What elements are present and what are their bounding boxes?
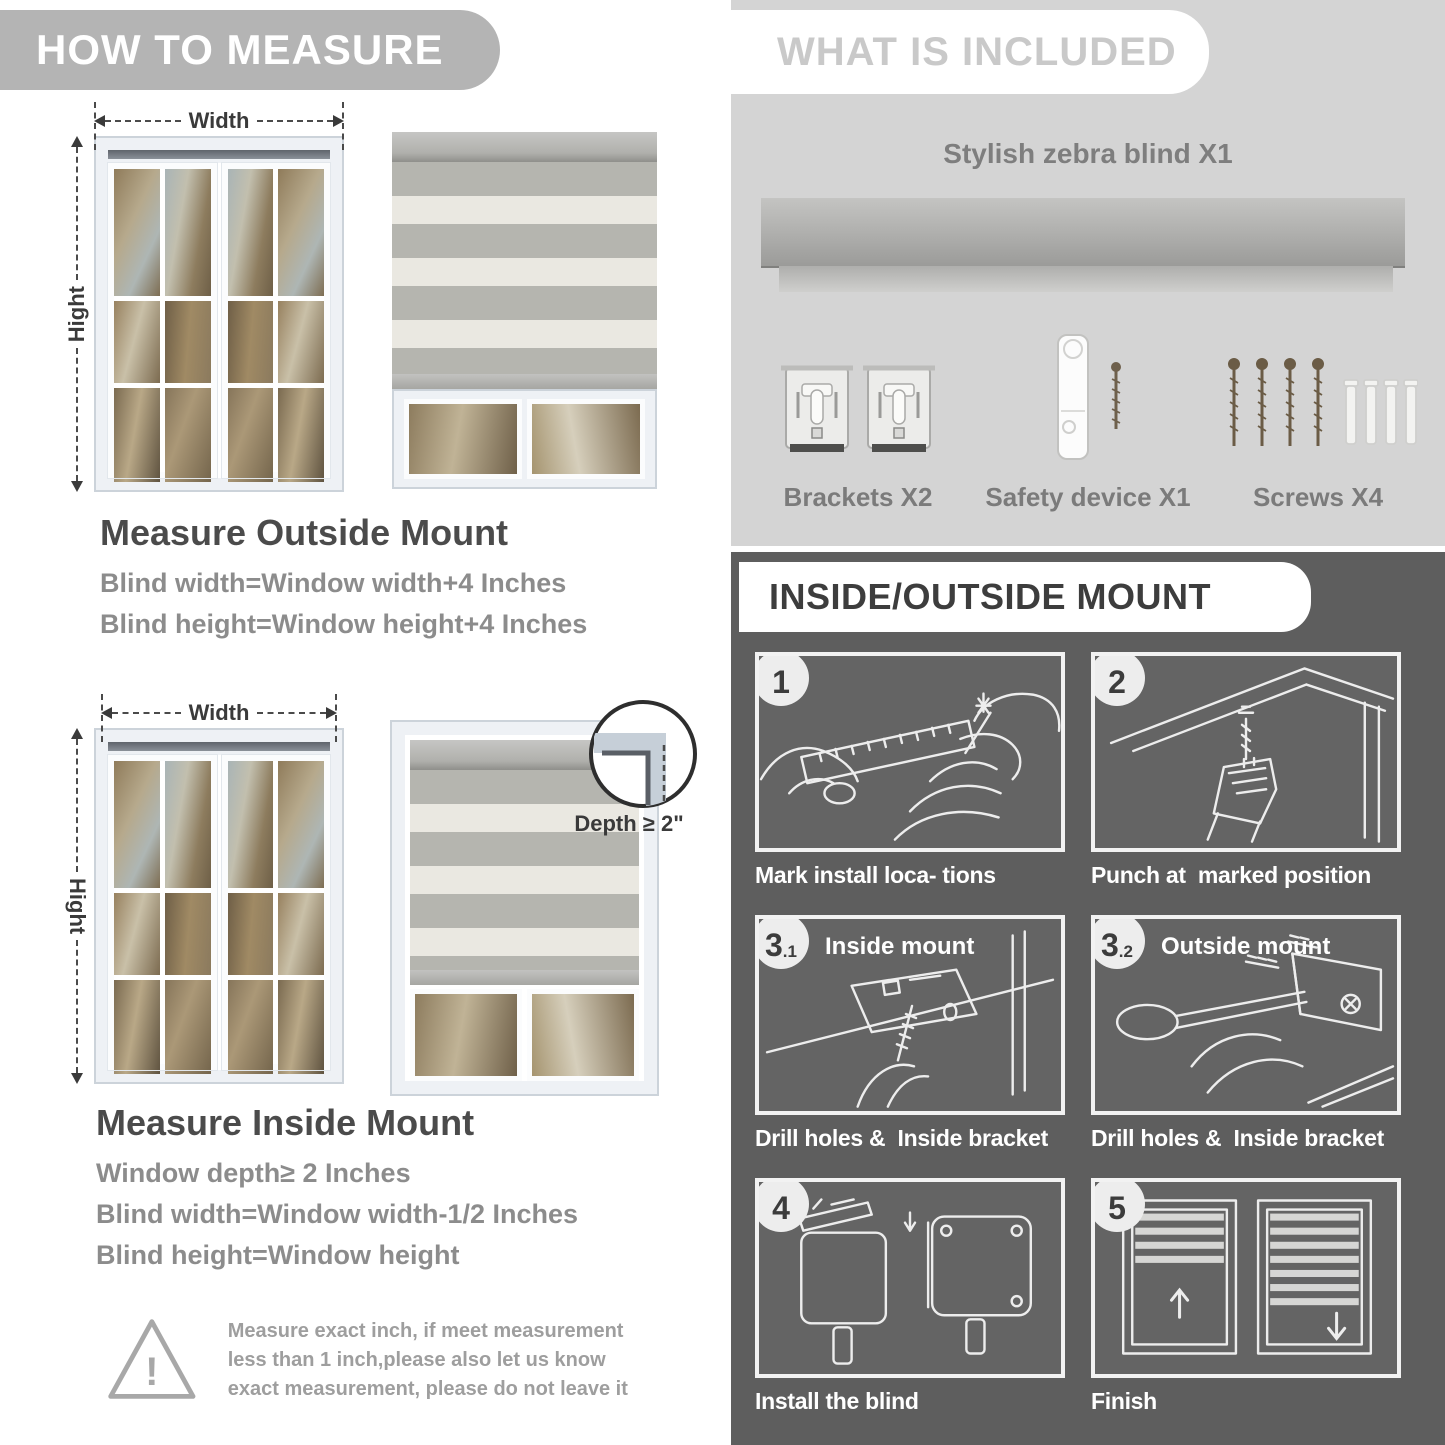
blind-fabric <box>392 162 657 374</box>
mount-header: INSIDE/OUTSIDE MOUNT <box>739 562 1311 632</box>
inside-depth-rule: Window depth≥ 2 Inches <box>96 1158 411 1188</box>
blind-bottom-rail <box>410 970 639 985</box>
measure-warning <box>104 1312 649 1408</box>
step-number-badge: 2 <box>1091 652 1145 706</box>
arrow-down-icon <box>71 481 83 492</box>
inside-mount-heading: Measure Inside Mount <box>96 1102 475 1143</box>
outside-width-formula: Blind width=Window width+4 Inches <box>100 568 567 598</box>
window-under-blind <box>392 389 657 489</box>
step-caption: Drill holes & Inside bracket <box>755 1125 1048 1151</box>
screws-label: Screws X4 <box>1252 482 1384 512</box>
step-caption: Punch at marked position <box>1091 862 1372 888</box>
depth-label: Depth ≥ 2" <box>574 811 684 836</box>
step-number-badge: 4 <box>755 1178 809 1232</box>
safety-device-icon <box>1028 331 1148 466</box>
included-item-safety-device <box>973 326 1203 513</box>
step-caption: Install the blind <box>755 1388 919 1414</box>
safety-device-label: Safety device X1 <box>985 482 1191 512</box>
height-arrow <box>60 136 94 492</box>
inside-height-formula: Blind height=Window height <box>96 1240 460 1270</box>
included-item-screws <box>1203 326 1433 513</box>
step-caption: Drill holes & Inside bracket <box>1091 1125 1384 1151</box>
inside-mount-text <box>96 1102 578 1281</box>
step-3-2 <box>1091 915 1401 1152</box>
step-2 <box>1091 652 1401 889</box>
zebra-blind-outside-illustration <box>392 132 657 489</box>
mount-steps-grid <box>755 652 1401 1415</box>
what-is-included-header: WHAT IS INCLUDED <box>731 10 1209 94</box>
step-4 <box>755 1178 1065 1415</box>
inside-mount-illustration <box>60 700 684 1094</box>
step-number-badge: 5 <box>1091 1178 1145 1232</box>
warning-text: Measure exact inch, if meet measurement less than 1 inch,please also let us know exact measurement, please do not leave it <box>227 1319 628 1400</box>
zebra-blind-inside-illustration <box>392 722 684 1094</box>
what-is-included-panel <box>731 0 1445 546</box>
arrow-up-icon <box>71 728 83 739</box>
step-number-badge: 3 .1 <box>755 915 809 969</box>
blind-bottom-rail <box>392 374 657 389</box>
inside-width-formula: Blind width=Window width-1/2 Inches <box>96 1199 579 1229</box>
width-arrow <box>101 700 337 726</box>
brackets-icon <box>778 356 938 466</box>
step-1 <box>755 652 1065 889</box>
window-under-blind <box>410 985 639 1081</box>
step-title: Outside mount <box>1161 933 1331 960</box>
step-title: Inside mount <box>825 933 975 960</box>
warning-triangle-icon <box>104 1312 200 1408</box>
outside-mount-heading: Measure Outside Mount <box>100 512 509 553</box>
width-arrow <box>94 108 344 134</box>
brackets-label: Brackets X2 <box>783 482 933 512</box>
how-to-measure-header: HOW TO MEASURE <box>0 10 500 90</box>
step-number-badge: 1 <box>755 652 809 706</box>
outside-mount-illustration <box>60 108 657 492</box>
arrow-up-icon <box>71 136 83 147</box>
arrow-down-icon <box>71 1073 83 1084</box>
height-label: Hight <box>64 285 89 343</box>
window-head-jamb <box>108 150 330 159</box>
width-guide-right <box>342 102 344 150</box>
screws-icon <box>1218 346 1418 466</box>
height-label: Hight <box>65 877 90 935</box>
included-item-brackets <box>743 326 973 513</box>
window-photo <box>94 728 344 1084</box>
width-label: Width <box>188 700 250 725</box>
blind-cassette <box>392 132 657 162</box>
step-caption: Mark install loca- tions <box>755 862 996 888</box>
window-photo <box>94 136 344 492</box>
headrail-graphic <box>761 198 1405 292</box>
included-items-row <box>743 326 1433 513</box>
step-3-1 <box>755 915 1065 1152</box>
window-figure-inside <box>60 700 360 1084</box>
window-figure-outside <box>60 108 360 492</box>
outside-height-formula: Blind height=Window height+4 Inches <box>100 609 588 639</box>
width-label: Width <box>188 108 250 133</box>
product-label: Stylish zebra blind X1 <box>943 138 1233 169</box>
mount-instructions-panel <box>731 552 1445 1445</box>
step-caption: Finish <box>1091 1388 1157 1414</box>
depth-magnifier-icon <box>584 695 702 813</box>
step-5 <box>1091 1178 1401 1415</box>
step-number-badge: 3 .2 <box>1091 915 1145 969</box>
height-arrow <box>60 728 94 1084</box>
svg-text:!: ! <box>145 1348 159 1394</box>
outside-mount-text <box>100 512 587 650</box>
width-guide-left <box>94 102 96 150</box>
